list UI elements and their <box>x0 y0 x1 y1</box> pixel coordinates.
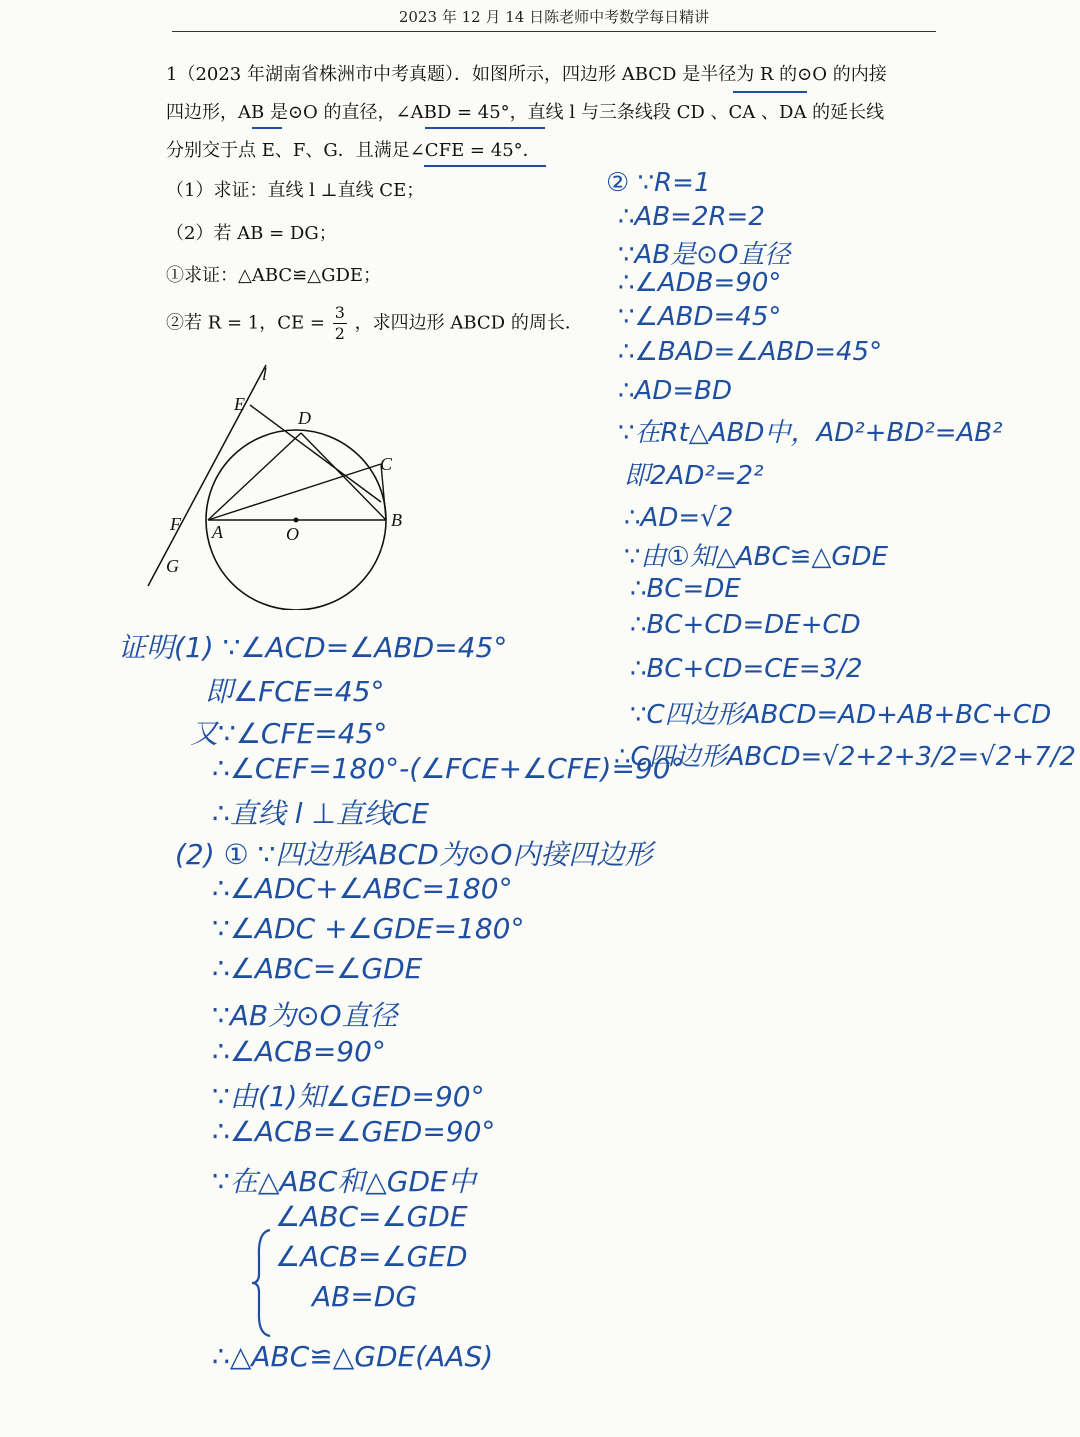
geometry-figure <box>140 360 470 610</box>
label-g: G <box>166 556 179 576</box>
proof-line: ∠ABC=∠GDE <box>275 1200 468 1233</box>
proof-line: ∴∠BAD=∠ABD=45° <box>618 337 883 367</box>
proof-line: ∴BC+CD=DE+CD <box>630 610 861 640</box>
proof-line: ∵AB为⊙O直径 <box>212 999 398 1032</box>
proof-line: ∵在Rt△ABD中，AD²+BD²=AB² <box>618 418 1003 448</box>
center-o-dot <box>294 518 299 523</box>
brace-icon <box>250 1228 274 1338</box>
proof-line: ∴∠ACB=90° <box>212 1035 386 1068</box>
problem-line-3: 分别交于点 E、F、G．且满足∠CFE = 45°． <box>166 140 541 161</box>
fraction-numerator: 3 <box>334 303 345 322</box>
line-ec <box>250 405 381 502</box>
proof-line: ∴AD=BD <box>618 376 732 406</box>
segment-ac <box>208 464 381 520</box>
proof-line: ∴∠CEF=180°-(∠FCE+∠CFE)=90° <box>212 752 685 785</box>
label-d: D <box>298 408 311 428</box>
proof-line: ∴BC+CD=CE=3/2 <box>630 654 863 684</box>
proof-line: 又∵∠CFE=45° <box>190 717 388 750</box>
label-a: A <box>212 522 223 542</box>
underline-angle-cfe <box>424 165 546 167</box>
problem-line-1: 1（2023 年湖南省株洲市中考真题）．如图所示，四边形 ABCD 是半径为 R 的⊙O 的内接 <box>166 64 887 85</box>
underline-ab <box>252 127 282 129</box>
proof-line: ∴∠ADC+∠ABC=180° <box>212 872 513 905</box>
proof-line: 证明(1) ∵∠ACD=∠ABD=45° <box>118 631 508 664</box>
proof-line: ∴AB=2R=2 <box>618 202 765 232</box>
proof-line: ∵∠ADC +∠GDE=180° <box>212 912 525 945</box>
proof-line: ∴AD=√2 <box>624 503 734 533</box>
page-header: 2023 年 12 月 14 日陈老师中考数学每日精讲 <box>398 8 710 26</box>
label-c: C <box>380 454 393 474</box>
proof-line: ∵∠ABD=45° <box>618 302 782 332</box>
proof-line: AB=DG <box>312 1280 418 1313</box>
fraction-three-halves <box>333 305 347 342</box>
question-1: （1）求证：直线 l ⊥直线 CE； <box>166 180 425 201</box>
question-2b-prefix: ②若 R = 1，CE = <box>166 312 325 334</box>
proof-line: ② ∵R=1 <box>606 168 711 198</box>
proof-line: ∴△ABC≌△GDE(AAS) <box>212 1340 494 1373</box>
proof-line: ∵在△ABC和△GDE中 <box>212 1165 476 1198</box>
header-divider <box>172 31 936 32</box>
fraction-denominator: 2 <box>334 324 345 343</box>
label-e: E <box>234 394 245 414</box>
proof-line: ∴BC=DE <box>630 574 741 604</box>
question-2b <box>166 305 583 342</box>
underline-radius <box>733 91 807 93</box>
proof-line: 即2AD²=2² <box>624 461 764 491</box>
question-2: （2）若 AB = DG； <box>166 223 337 244</box>
proof-line: ∴直线 l ⊥直线CE <box>212 797 430 830</box>
proof-line: ∴∠ABC=∠GDE <box>212 952 423 985</box>
proof-line: ∴C四边形ABCD=√2+2+3/2=√2+7/2 <box>614 742 1076 772</box>
proof-line: ∠ACB=∠GED <box>275 1240 468 1273</box>
proof-line: 即∠FCE=45° <box>205 675 385 708</box>
proof-line: ∵由(1)知∠GED=90° <box>212 1080 485 1113</box>
question-2a: ①求证：△ABC≌△GDE； <box>166 265 382 286</box>
problem-line-2: 四边形，AB 是⊙O 的直径，∠ABD = 45°，直线 l 与三条线段 CD 、CA 、DA 的延长线 <box>166 102 885 123</box>
proof-line: ∵C四边形ABCD=AD+AB+BC+CD <box>630 700 1052 730</box>
label-f: F <box>170 514 181 534</box>
proof-line: ∴∠ADB=90° <box>618 268 782 298</box>
proof-line: (2) ① ∵四边形ABCD为⊙O内接四边形 <box>175 838 653 871</box>
question-2b-suffix: ，求四边形 ABCD 的周长． <box>354 312 583 334</box>
proof-line: ∵由①知△ABC≌△GDE <box>624 542 888 572</box>
proof-line: ∵AB是⊙O直径 <box>618 240 791 270</box>
label-l: l <box>262 364 268 384</box>
proof-line: ∴∠ACB=∠GED=90° <box>212 1115 496 1148</box>
underline-angle-abd <box>425 127 545 129</box>
label-o: O <box>286 524 299 544</box>
label-b: B <box>391 510 402 530</box>
line-l <box>148 365 266 586</box>
